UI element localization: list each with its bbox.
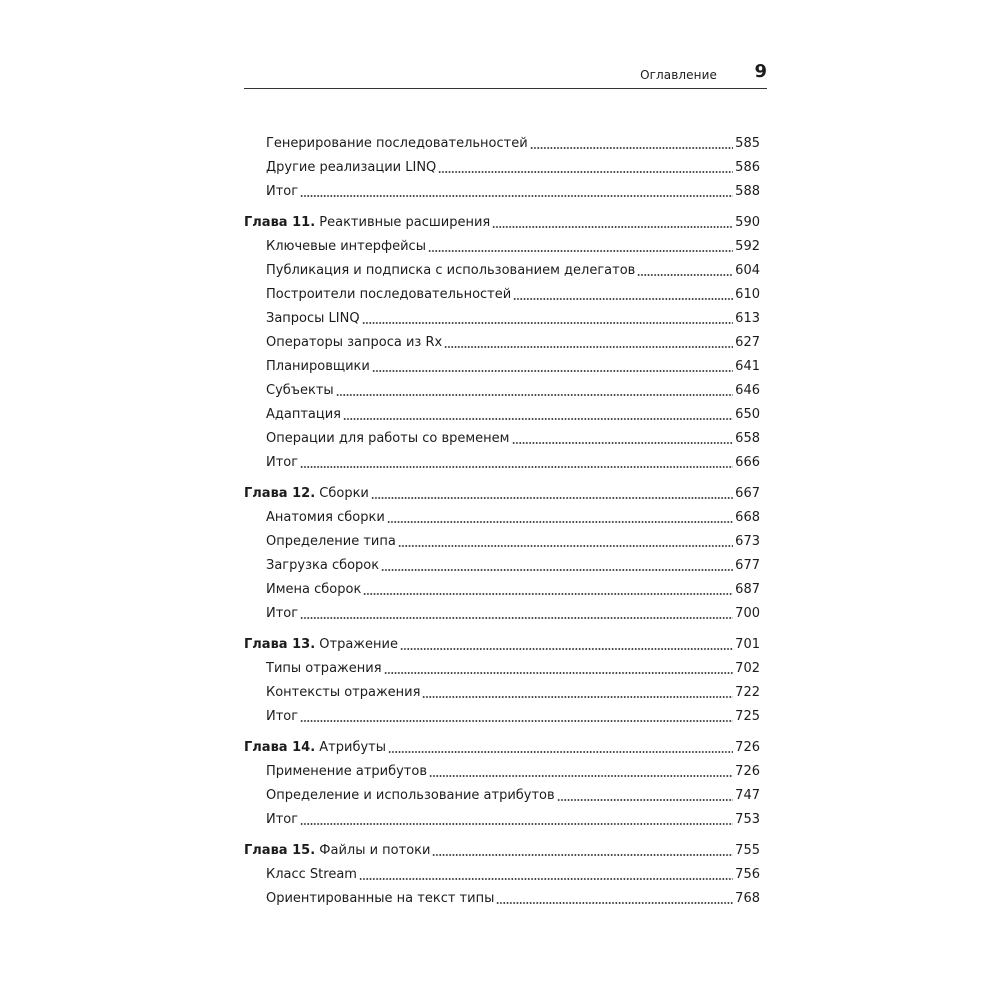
dot-leader: [300, 194, 733, 198]
entry-title-text: Загрузка сборок: [266, 558, 380, 573]
toc-entry-title: [266, 705, 298, 729]
entry-title-text: Определение типа: [266, 534, 396, 549]
running-head: [244, 60, 767, 89]
dot-leader: [300, 822, 733, 826]
toc-entry-title: [266, 331, 442, 355]
toc-entry-title: [266, 506, 385, 530]
toc-entry-title: [266, 235, 426, 259]
toc-page-number: 650: [735, 407, 760, 422]
entry-title-text: Ориентированные на текст типы: [266, 891, 495, 906]
dot-leader: [359, 877, 733, 881]
entry-title-text: Типы отражения: [266, 661, 382, 676]
entry-title-text: Применение атрибутов: [266, 764, 427, 779]
entry-title-text: Планировщики: [266, 359, 370, 374]
toc-page-number: 646: [735, 383, 760, 398]
dot-leader: [362, 321, 734, 325]
toc-entry-title: [244, 736, 386, 760]
entry-title-text: Операторы запроса из Rx: [266, 335, 443, 350]
dot-leader: [492, 225, 733, 229]
entry-title-text: Публикация и подписка с использованием делегатов: [266, 263, 636, 278]
toc-chapter-entry: [244, 482, 760, 506]
chapter-number: Глава 15.: [244, 843, 316, 858]
dot-leader: [381, 568, 733, 572]
toc-entry-title: [266, 307, 360, 331]
toc-section-entry: [244, 283, 760, 307]
entry-title-text: Итог: [266, 812, 299, 827]
dot-leader: [530, 146, 733, 150]
toc-entry-title: [266, 451, 298, 475]
page-number: 9: [754, 61, 767, 82]
entry-title-text: Итог: [266, 709, 299, 724]
toc-chapter-entry: [244, 736, 760, 760]
toc-section-entry: [244, 760, 760, 784]
toc-section-entry: [244, 578, 760, 602]
toc-section-entry: [244, 259, 760, 283]
entry-title-text: Итог: [266, 606, 299, 621]
dot-leader: [343, 417, 733, 421]
dot-leader: [428, 249, 733, 253]
toc-entry-title: [266, 657, 382, 681]
dot-leader: [388, 750, 733, 754]
toc-entry-title: [244, 839, 430, 863]
toc-page-number: 641: [735, 359, 760, 374]
toc-page-number: 666: [735, 455, 760, 470]
toc-entry-title: [266, 427, 510, 451]
toc-page-number: 725: [735, 709, 760, 724]
entry-title-text: Итог: [266, 184, 299, 199]
toc-section-entry: [244, 156, 760, 180]
toc-page-number: 613: [735, 311, 760, 326]
toc-page-number: 586: [735, 160, 760, 175]
dot-leader: [387, 520, 733, 524]
dot-leader: [384, 671, 734, 675]
toc-page-number: 687: [735, 582, 760, 597]
toc-section-entry: [244, 602, 760, 626]
toc-page-number: 726: [735, 764, 760, 779]
chapter-number: Глава 14.: [244, 740, 316, 755]
chapter-number: Глава 12.: [244, 486, 316, 501]
entry-title-text: Ключевые интерфейсы: [266, 239, 426, 254]
dot-leader: [429, 774, 733, 778]
toc-section-entry: [244, 705, 760, 729]
toc-section-entry: [244, 887, 760, 911]
toc-section-entry: [244, 506, 760, 530]
entry-title-text: Субъекты: [266, 383, 334, 398]
dot-leader: [300, 719, 733, 723]
entry-title-text: Генерирование последовательностей: [266, 136, 528, 151]
dot-leader: [422, 695, 733, 699]
dot-leader: [398, 544, 733, 548]
entry-title-text: Отражение: [319, 637, 398, 652]
toc-section-entry: [244, 451, 760, 475]
toc-page-number: 755: [735, 843, 760, 858]
toc-page-number: 592: [735, 239, 760, 254]
entry-title-text: Файлы и потоки: [319, 843, 431, 858]
toc-entry-title: [244, 211, 490, 235]
toc-section-entry: [244, 530, 760, 554]
toc-page-number: 768: [735, 891, 760, 906]
toc-page-number: 700: [735, 606, 760, 621]
dot-leader: [432, 853, 733, 857]
toc-page-number: 701: [735, 637, 760, 652]
toc-section-entry: [244, 863, 760, 887]
dot-leader: [300, 465, 733, 469]
toc-page-number: 658: [735, 431, 760, 446]
toc-section-entry: [244, 657, 760, 681]
entry-title-text: Имена сборок: [266, 582, 362, 597]
entry-title-text: Контексты отражения: [266, 685, 421, 700]
entry-title-text: Операции для работы со временем: [266, 431, 510, 446]
toc-chapter-entry: [244, 633, 760, 657]
toc-section-entry: [244, 331, 760, 355]
toc-entry-title: [266, 760, 427, 784]
toc-page-number: 668: [735, 510, 760, 525]
toc-entry-title: [266, 681, 420, 705]
toc-page-number: 604: [735, 263, 760, 278]
entry-title-text: Построители последовательностей: [266, 287, 512, 302]
toc-page-number: 722: [735, 685, 760, 700]
dot-leader: [512, 441, 734, 445]
toc-section-entry: [244, 554, 760, 578]
dot-leader: [496, 901, 733, 905]
toc-section-entry: [244, 379, 760, 403]
toc-chapter-entry: [244, 839, 760, 863]
toc-section-entry: [244, 307, 760, 331]
toc-section-entry: [244, 681, 760, 705]
table-of-contents: [244, 132, 760, 911]
toc-entry-title: [244, 482, 369, 506]
entry-title-text: Анатомия сборки: [266, 510, 385, 525]
toc-page-number: 753: [735, 812, 760, 827]
entry-title-text: Сборки: [319, 486, 369, 501]
dot-leader: [371, 496, 733, 500]
dot-leader: [372, 369, 733, 373]
entry-title-text: Итог: [266, 455, 299, 470]
toc-page-number: 702: [735, 661, 760, 676]
toc-entry-title: [266, 554, 379, 578]
toc-page-number: 585: [735, 136, 760, 151]
toc-section-entry: [244, 355, 760, 379]
toc-page-number: 588: [735, 184, 760, 199]
toc-entry-title: [266, 156, 436, 180]
dot-leader: [444, 345, 733, 349]
chapter-number: Глава 11.: [244, 215, 316, 230]
toc-entry-title: [266, 379, 334, 403]
chapter-number: Глава 13.: [244, 637, 316, 652]
toc-page-number: 673: [735, 534, 760, 549]
toc-page-number: 677: [735, 558, 760, 573]
toc-entry-title: [266, 403, 341, 427]
toc-section-entry: [244, 180, 760, 204]
entry-title-text: Определение и использование атрибутов: [266, 788, 555, 803]
toc-entry-title: [266, 259, 635, 283]
toc-page-number: 627: [735, 335, 760, 350]
dot-leader: [557, 798, 734, 802]
toc-page-number: 667: [735, 486, 760, 501]
toc-page-number: 756: [735, 867, 760, 882]
toc-entry-title: [266, 863, 357, 887]
dot-leader: [513, 297, 733, 301]
toc-page-number: 726: [735, 740, 760, 755]
toc-section-entry: [244, 403, 760, 427]
toc-entry-title: [266, 578, 361, 602]
toc-entry-title: [266, 283, 511, 307]
toc-chapter-entry: [244, 211, 760, 235]
toc-entry-title: [266, 530, 396, 554]
toc-section-entry: [244, 808, 760, 832]
toc-entry-title: [266, 355, 370, 379]
toc-page-number: 610: [735, 287, 760, 302]
toc-page-number: 747: [735, 788, 760, 803]
entry-title-text: Другие реализации LINQ: [266, 160, 437, 175]
dot-leader: [300, 616, 733, 620]
toc-entry-title: [244, 633, 398, 657]
entry-title-text: Класс Stream: [266, 867, 357, 882]
entry-title-text: Адаптация: [266, 407, 342, 422]
toc-page-number: 590: [735, 215, 760, 230]
entry-title-text: Запросы LINQ: [266, 311, 360, 326]
toc-entry-title: [266, 132, 528, 156]
toc-section-entry: [244, 784, 760, 808]
toc-entry-title: [266, 180, 298, 204]
section-title: Оглавление: [640, 68, 717, 82]
toc-entry-title: [266, 887, 494, 911]
dot-leader: [400, 647, 733, 651]
dot-leader: [637, 273, 733, 277]
dot-leader: [438, 170, 733, 174]
toc-section-entry: [244, 427, 760, 451]
toc-entry-title: [266, 784, 555, 808]
dot-leader: [363, 592, 733, 596]
toc-section-entry: [244, 235, 760, 259]
toc-entry-title: [266, 808, 298, 832]
entry-title-text: Реактивные расширения: [319, 215, 491, 230]
dot-leader: [336, 393, 734, 397]
entry-title-text: Атрибуты: [319, 740, 386, 755]
toc-section-entry: [244, 132, 760, 156]
toc-entry-title: [266, 602, 298, 626]
